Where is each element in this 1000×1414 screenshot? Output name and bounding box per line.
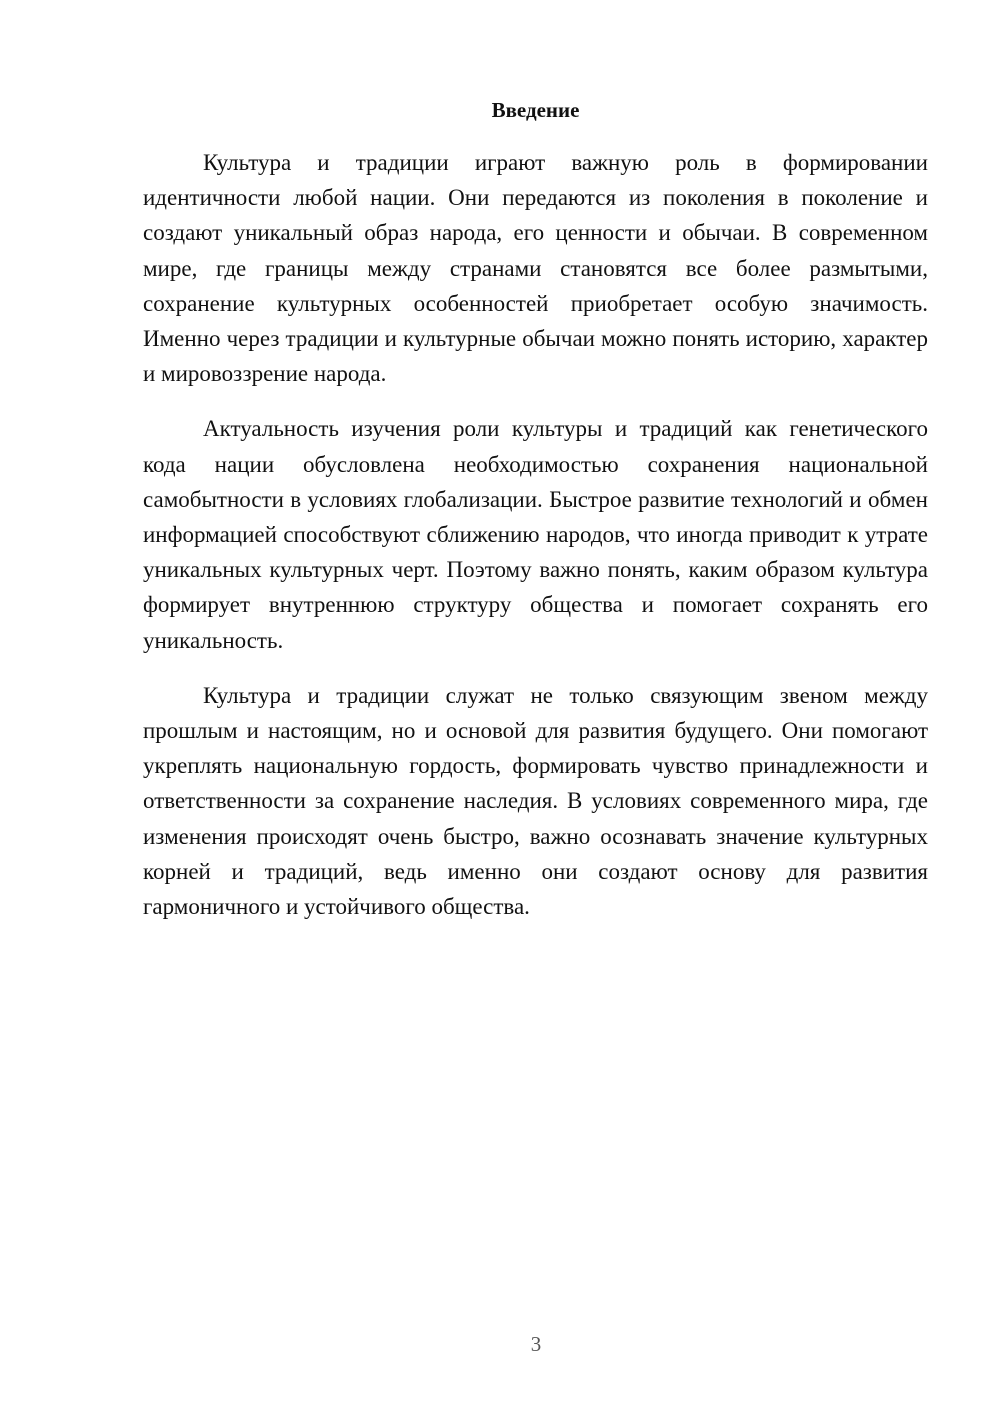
paragraph-2: Актуальность изучения роли культуры и традиций как генетического кода нации обусловлена необходимостью сохранения национальной самобытности в условиях глобализации. Быстрое развитие технологий и обмен информацией способствуют сближению народов, что иногда приводит к утрате уникальных культурных черт. Поэтому важно понять, каким образом культура формирует внутреннюю структуру общества и помогает сохранять его уникальность. (143, 416, 928, 653)
section-title: Введение (491, 98, 580, 122)
page-number: 3 (530, 1332, 542, 1356)
page-content (143, 95, 928, 944)
paragraph-3: Культура и традиции служат не только связующим звеном между прошлым и настоящим, но и основой для развития будущего. Они помогают укреплять национальную гордость, формировать чувство принадлежности и ответственности за сохранение наследия. В условиях современного мира, где изменения происходят очень быстро, важно осознавать значение культурных корней и традиций, ведь именно они создают основу для развития гармоничного и устойчивого общества. (143, 682, 928, 920)
paragraph-1: Культура и традиции играют важную роль в формировании идентичности любой нации. Они передаются из поколения в поколение и создают уникальный образ народа, его ценности и обычаи. В современном мире, где границы между странами становятся все более размытыми, сохранение культурных особенностей приобретает особую значимость. Именно через традиции и культурные обычаи можно понять историю, характер и мировоззрение народа. (143, 150, 928, 387)
